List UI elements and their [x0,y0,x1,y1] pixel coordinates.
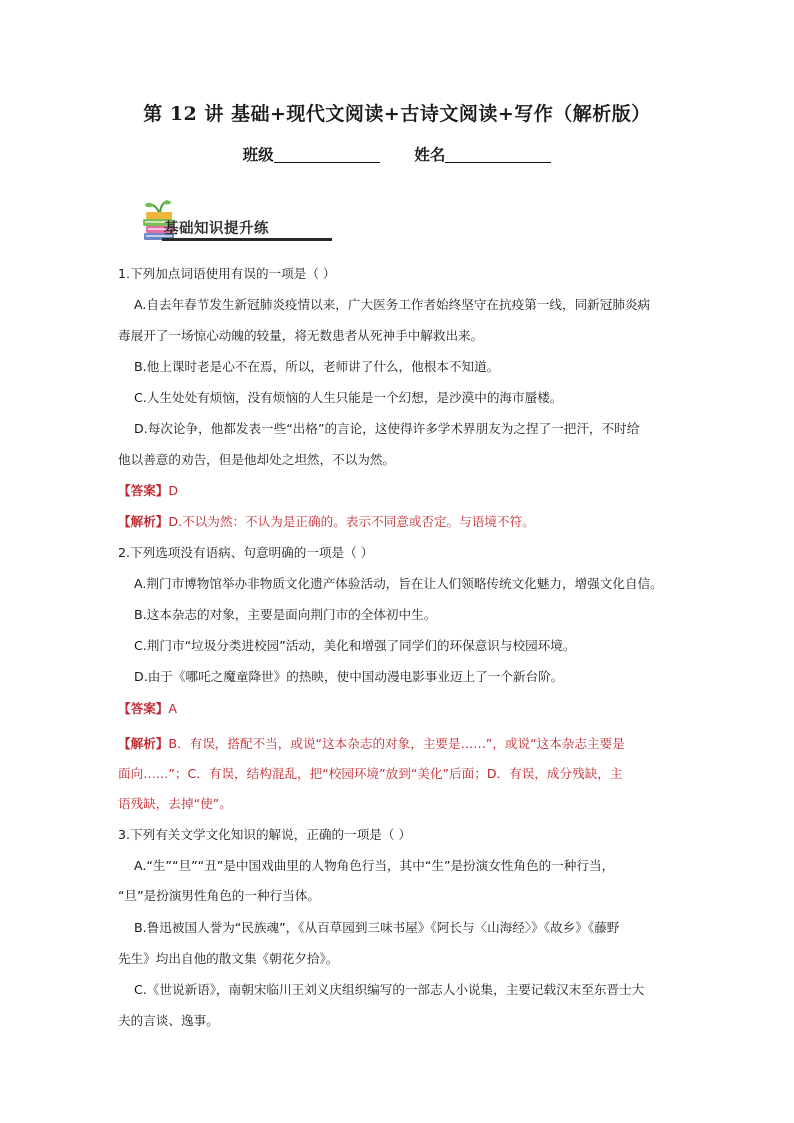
q3-option-line: B.鲁迅被国人誉为“民族魂”，《从百草园到三味书屋》《阿长与〈山海经〉》《故乡》《藤野 [134,920,620,935]
q1-option-line: D.每次论争，他都发表一些“出格”的言论，这使得许多学术界朋友为之捏了一把汗，不时给 [134,421,640,436]
q2-analysis-cont: 面向……”；C．有误，结构混乱，把“校园环境”放到“美化”后面；D．有误，成分残缺，主 [118,766,623,781]
q3-option-line: “旦”是扮演男性角色的一种行当体。 [118,888,320,903]
q3-option-line: 夫的言谈、逸事。 [118,1013,219,1028]
q3-option-line: 先生》均出自他的散文集《朝花夕拾》。 [118,951,339,966]
q1-option-line: B.他上课时老是心不在焉，所以，老师讲了什么，他根本不知道。 [134,359,500,374]
q1-stem: 1.下列加点词语使用有误的一项是（ ） [118,266,336,281]
analysis-label: 【解析】 [118,514,169,529]
q1-option-line: A.自去年春节发生新冠肺炎疫情以来，广大医务工作者始终坚守在抗疫第一线，同新冠肺炎病 [134,297,651,312]
answer-value: D [168,483,179,498]
q1-option-line: C.人生处处有烦恼，没有烦恼的人生只能是一个幻想，是沙漠中的海市蜃楼。 [134,390,563,405]
q2-analysis-cont: 语残缺，去掉“使”。 [118,796,232,811]
q2-stem: 2.下列选项没有语病、句意明确的一项是（ ） [118,545,374,560]
analysis-text: D.不以为然：不认为是正确的。表示不同意或否定。与语境不符。 [168,514,535,529]
q1-option-line: 毒展开了一场惊心动魄的较量，将无数患者从死神手中解救出来。 [118,328,484,343]
class-label: 班级 [242,145,274,164]
answer-value: A [168,701,177,716]
answer-label: 【答案】 [118,701,169,716]
section-banner [140,200,340,244]
analysis-label: 【解析】 [118,736,169,751]
name-label: 姓名 [414,145,446,164]
banner-underline [162,238,332,241]
q3-stem: 3.下列有关文学文化知识的解说，正确的一项是（ ） [118,827,412,842]
answer-label: 【答案】 [118,483,169,498]
q3-option-line: C.《世说新语》，南朝宋临川王刘义庆组织编写的一部志人小说集，主要记载汉末至东晋士大 [134,982,645,997]
q3-option-line: A.“生”“旦”“丑”是中国戏曲里的人物角色行当，其中“生”是扮演女性角色的一种行当， [134,858,615,873]
q2-option-line: B.这本杂志的对象，主要是面向荆门市的全体初中生。 [134,607,437,622]
q1-option-line: 他以善意的劝告，但是他却处之坦然，不以为然。 [118,452,396,467]
analysis-text: B．有误，搭配不当，或说“这本杂志的对象，主要是……”，或说“这本杂志主要是 [168,736,625,751]
banner-label: 基础知识提升练 [164,221,269,237]
q2-answer [118,693,177,724]
q2-option-line: D.由于《哪吒之魔童降世》的热映，使中国动漫电影事业迈上了一个新台阶。 [134,669,564,684]
q1-answer [118,475,178,506]
q1-analysis [118,506,535,537]
q2-analysis [118,728,625,759]
student-info-line [0,143,794,165]
page-title: 第 12 讲 基础+现代文阅读+古诗文阅读+写作（解析版） [143,103,651,125]
q2-option-line: A.荆门市博物馆举办非物质文化遗产体验活动，旨在让人们领略传统文化魅力，增强文化自信。 [134,576,663,591]
name-blank [445,146,551,163]
q2-option-line: C.荆门市“垃圾分类进校园”活动，美化和增强了同学们的环保意识与校园环境。 [134,638,576,653]
class-blank [274,146,380,163]
